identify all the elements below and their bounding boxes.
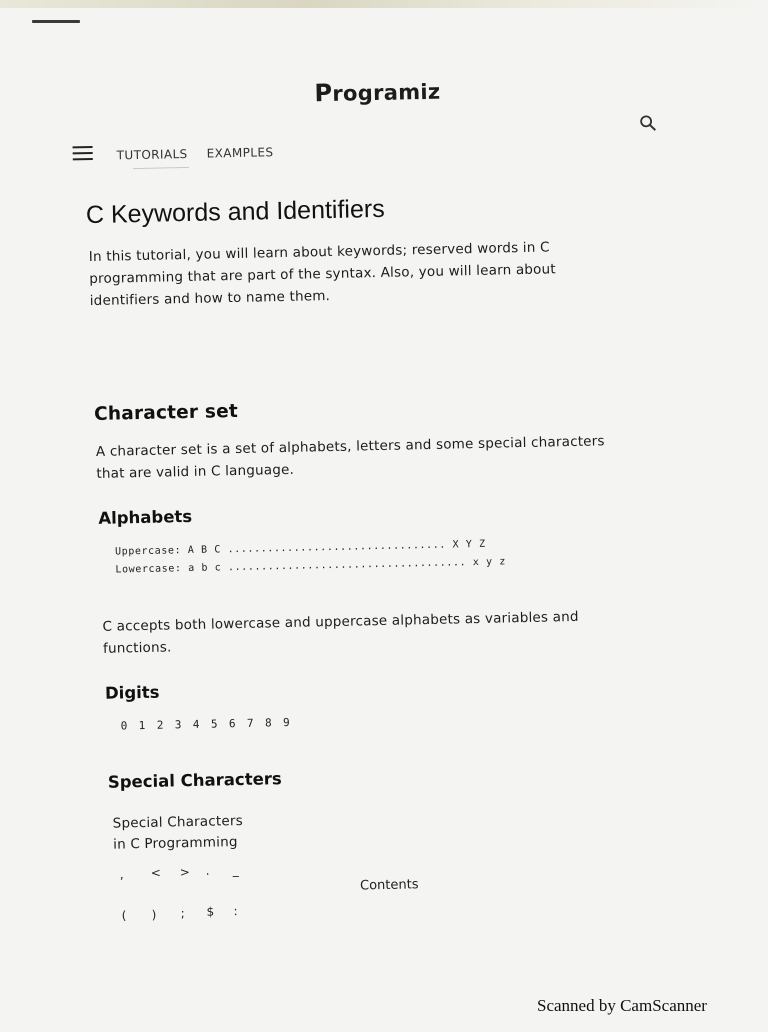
- contents-button[interactable]: Contents: [359, 877, 419, 894]
- page-title: C Keywords and Identifiers: [85, 194, 385, 230]
- alphabets-note-line: C accepts both lowercase and uppercase alphabets as variables and: [102, 608, 579, 635]
- digits-heading: Digits: [104, 682, 160, 703]
- alphabets-note-line: functions.: [102, 639, 172, 657]
- alphabets-note-paragraph: [102, 604, 663, 660]
- hamburger-menu-icon[interactable]: [73, 146, 93, 160]
- camscanner-watermark: Scanned by CamScanner: [537, 996, 707, 1015]
- lowercase-code-line: Lowercase: a b c .................................... x y z: [115, 556, 507, 576]
- intro-line: identifiers and how to name them.: [89, 288, 331, 310]
- nav-examples[interactable]: EXAMPLES: [206, 145, 274, 161]
- nav-active-indicator: [133, 167, 189, 169]
- uppercase-code-line: Uppercase: A B C ................................. X Y Z: [114, 538, 486, 558]
- special-char-open-paren: (: [121, 908, 127, 923]
- logo-mark: P: [314, 78, 333, 108]
- logo-text: rogramiz: [332, 79, 441, 106]
- special-char-comma: ,: [119, 867, 124, 882]
- character-set-line: that are valid in C language.: [96, 461, 295, 482]
- special-char-dollar: $: [206, 904, 215, 919]
- special-char-semicolon: ;: [180, 906, 185, 921]
- special-char-greater-than: >: [179, 865, 190, 880]
- intro-line: programming that are part of the syntax. Also, you will learn about: [89, 261, 556, 288]
- character-set-line: A character set is a set of alphabets, letters and some special characters: [95, 433, 605, 460]
- special-char-colon: :: [233, 904, 238, 919]
- search-icon[interactable]: [639, 114, 657, 132]
- digits-code-line: 0 1 2 3 4 5 6 7 8 9: [120, 715, 293, 733]
- special-char-underscore: _: [232, 863, 239, 878]
- character-set-heading: Character set: [93, 400, 239, 425]
- programiz-logo[interactable]: [314, 77, 440, 108]
- special-characters-caption: [113, 811, 244, 856]
- special-char-less-than: <: [150, 865, 161, 880]
- alphabets-heading: Alphabets: [98, 506, 193, 528]
- special-char-close-paren: ): [151, 907, 157, 922]
- intro-paragraph: [89, 235, 630, 312]
- character-set-paragraph: [96, 429, 657, 485]
- special-characters-heading: Special Characters: [107, 769, 282, 792]
- intro-line: In this tutorial, you will learn about keywords; reserved words in C: [88, 239, 550, 266]
- special-char-period: .: [205, 863, 210, 878]
- nav-tutorials[interactable]: TUTORIALS: [116, 146, 188, 163]
- special-caption-line: Special Characters: [112, 812, 244, 832]
- special-caption-line: in C Programming: [112, 834, 238, 853]
